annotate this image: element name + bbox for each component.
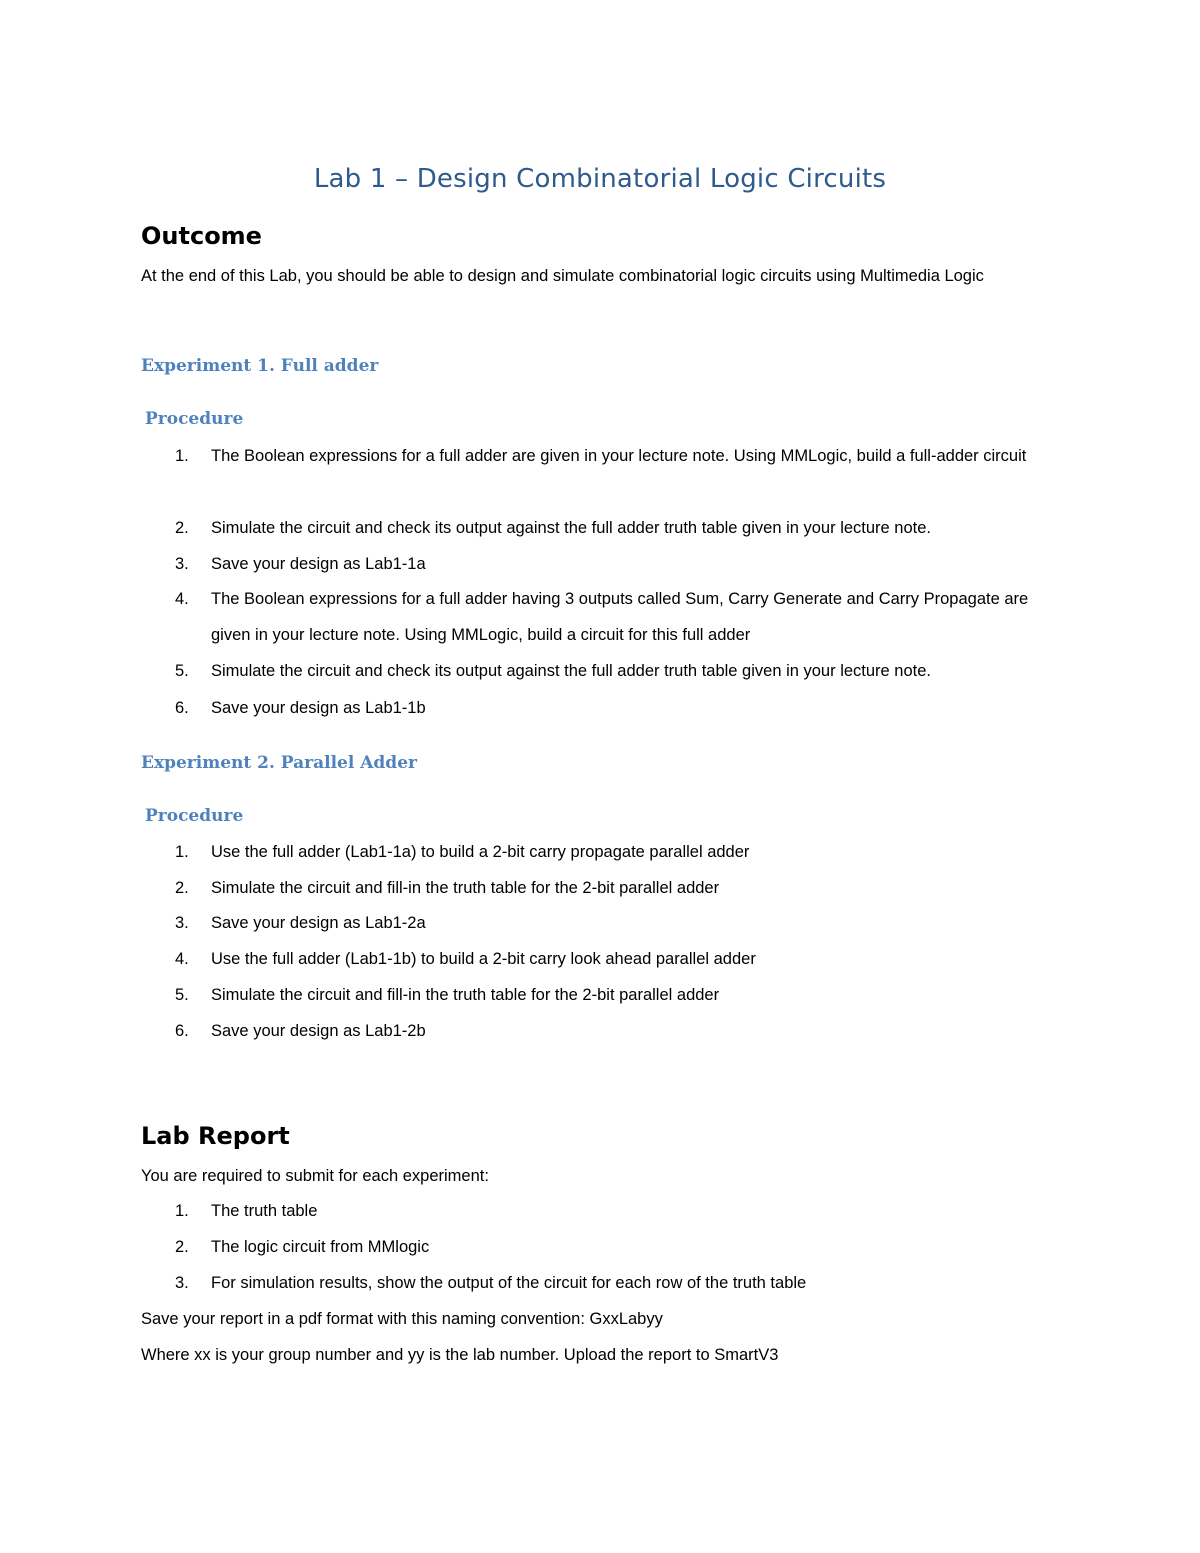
outcome-text: At the end of this Lab, you should be able to design and simulate combinatorial logic circuits using Multimedia Logic [141,267,984,285]
list-text: Save your design as Lab1-1b [211,699,426,717]
list-number: 3. [175,1274,189,1292]
list-text: Simulate the circuit and fill-in the truth table for the 2-bit parallel adder [211,879,720,897]
lab-report-item [175,1193,1065,1229]
list-text: Use the full adder (Lab1-1b) to build a 2-bit carry look ahead parallel adder [211,950,756,968]
list-text: Save your design as Lab1-2a [211,914,426,932]
lab-report-heading: Lab Report [141,1122,290,1150]
lab-report-intro: You are required to submit for each experiment: [141,1167,489,1185]
experiment1-procedure-heading: Procedure [145,409,244,429]
list-number: 2. [175,519,189,537]
experiment2-procedure-heading: Procedure [145,806,244,826]
save-note: Save your report in a pdf format with this naming convention: GxxLabyy [141,1310,663,1328]
lab-report-item [175,1265,1065,1301]
list-text: Simulate the circuit and check its output against the full adder truth table given in your lecture note. [211,519,931,537]
where-note: Where xx is your group number and yy is the lab number. Upload the report to SmartV3 [141,1346,779,1364]
list-number: 5. [175,662,189,680]
list-number: 1. [175,447,189,465]
experiment2-step [175,941,1065,977]
list-number: 3. [175,555,189,573]
outcome-heading: Outcome [141,222,262,250]
list-text: Save your design as Lab1-1a [211,555,426,573]
list-number: 4. [175,950,189,968]
experiment1-heading: Experiment 1. Full adder [141,356,379,376]
experiment1-step [175,438,1065,474]
list-number: 3. [175,914,189,932]
list-number: 4. [175,590,189,608]
list-text: The Boolean expressions for a full adder having 3 outputs called Sum, Carry Generate and Carry Propagate are given in your lecture note. Using MMLogic, build a circuit for this full adder [211,590,1029,644]
list-text: Simulate the circuit and fill-in the truth table for the 2-bit parallel adder [211,986,720,1004]
experiment1-step [175,581,1065,653]
experiment2-step [175,834,1065,870]
experiment1-step [175,653,1065,689]
list-number: 6. [175,1022,189,1040]
list-number: 5. [175,986,189,1004]
experiment1-step [175,546,1065,582]
list-text: Use the full adder (Lab1-1a) to build a 2-bit carry propagate parallel adder [211,843,750,861]
experiment2-step [175,905,1065,941]
page-title: Lab 1 – Design Combinatorial Logic Circuits [313,164,887,194]
list-text: The truth table [211,1202,318,1220]
experiment2-step [175,1013,1065,1049]
list-text: Save your design as Lab1-2b [211,1022,426,1040]
experiment2-heading: Experiment 2. Parallel Adder [141,753,417,773]
lab-report-item [175,1229,1065,1265]
experiment2-step [175,870,1065,906]
list-number: 1. [175,1202,189,1220]
list-number: 2. [175,1238,189,1256]
list-text: For simulation results, show the output of the circuit for each row of the truth table [211,1274,807,1292]
experiment2-step [175,977,1065,1013]
list-number: 2. [175,879,189,897]
list-number: 1. [175,843,189,861]
experiment1-step [175,510,1065,546]
list-text: Simulate the circuit and check its output against the full adder truth table given in your lecture note. [211,662,931,680]
experiment1-step [175,690,1065,726]
list-text: The Boolean expressions for a full adder are given in your lecture note. Using MMLogic, build a full-adder circuit [211,447,1027,465]
list-text: The logic circuit from MMlogic [211,1238,430,1256]
list-number: 6. [175,699,189,717]
